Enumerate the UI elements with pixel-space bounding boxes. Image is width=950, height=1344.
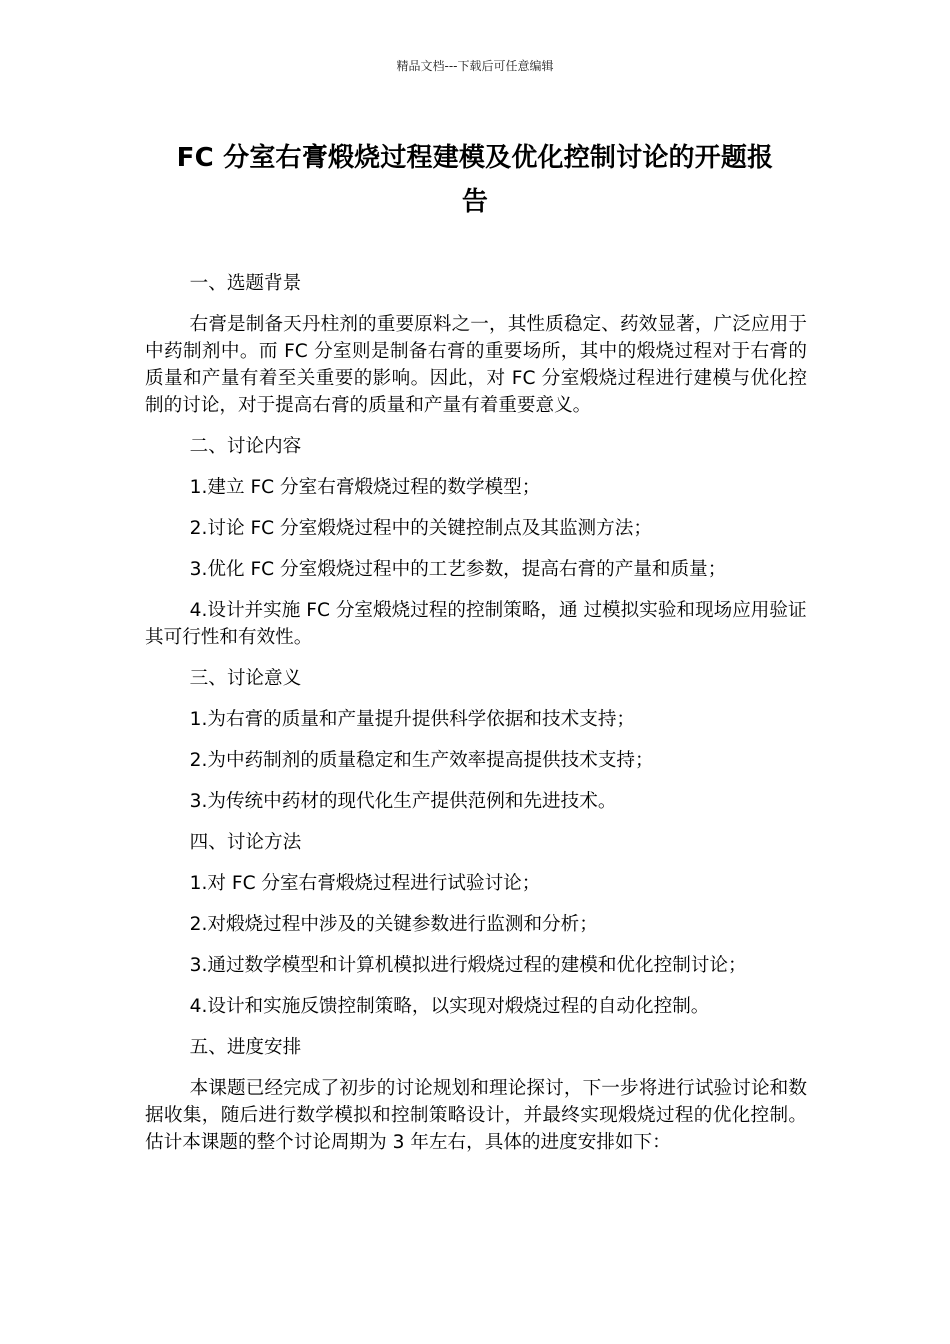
header-note: 精品文档---下载后可任意编辑 (396, 59, 554, 73)
list-item: 3.通过数学模型和计算机模拟进行煅烧过程的建模和优化控制讨论； (189, 955, 747, 976)
list-item: 2.对煅烧过程中涉及的关键参数进行监测和分析； (189, 914, 598, 935)
list-item: 2.讨论 FC 分室煅烧过程中的关键控制点及其监测方法； (189, 518, 652, 539)
list-item: 3.优化 FC 分室煅烧过程中的工艺参数，提高右膏的产量和质量； (189, 559, 727, 580)
section-heading-methods: 四、讨论方法 (189, 832, 302, 853)
document-body (145, 270, 807, 1170)
list-item: 1.建立 FC 分室右膏煅烧过程的数学模型； (189, 477, 541, 498)
list-item: 3.为传统中药材的现代化生产提供范例和先进技术。 (189, 791, 617, 812)
list-item: 2.为中药制剂的质量稳定和生产效率提高提供技术支持； (189, 750, 654, 771)
list-item: 4.设计并实施 FC 分室煅烧过程的控制策略，通 过模拟实验和现场应用验证其可行性和有效性。 (145, 600, 807, 648)
list-item: 1.为右膏的质量和产量提升提供科学依据和技术支持； (189, 709, 636, 730)
section-heading-schedule: 五、进度安排 (189, 1037, 302, 1058)
paragraph-background: 右膏是制备天丹柱剂的重要原料之一，其性质稳定、药效显著，广泛应用于中药制剂中。而 FC 分室则是制备右膏的重要场所，其中的煅烧过程对于右膏的质量和产量有着至关重要的影响。因此，对 FC 分室煅烧过程进行建模与优化控制的讨论，对于提高右膏的质量和产量有着重要意义。 (145, 314, 807, 416)
document-title (145, 136, 805, 224)
title-line-2: 告 (461, 187, 489, 217)
section-heading-background: 一、选题背景 (189, 273, 302, 294)
paragraph-schedule: 本课题已经完成了初步的讨论规划和理论探讨，下一步将进行试验讨论和数据收集，随后进行数学模拟和控制策略设计，并最终实现煅烧过程的优化控制。估计本课题的整个讨论周期为 3 年左右，具体的进度安排如下： (145, 1078, 807, 1153)
list-item: 4.设计和实施反馈控制策略，以实现对煅烧过程的自动化控制。 (189, 996, 710, 1017)
section-heading-significance: 三、讨论意义 (189, 668, 302, 689)
list-item: 1.对 FC 分室右膏煅烧过程进行试验讨论； (189, 873, 541, 894)
title-line-1: FC 分室右膏煅烧过程建模及优化控制讨论的开题报 (176, 143, 774, 173)
section-heading-content: 二、讨论内容 (189, 436, 302, 457)
